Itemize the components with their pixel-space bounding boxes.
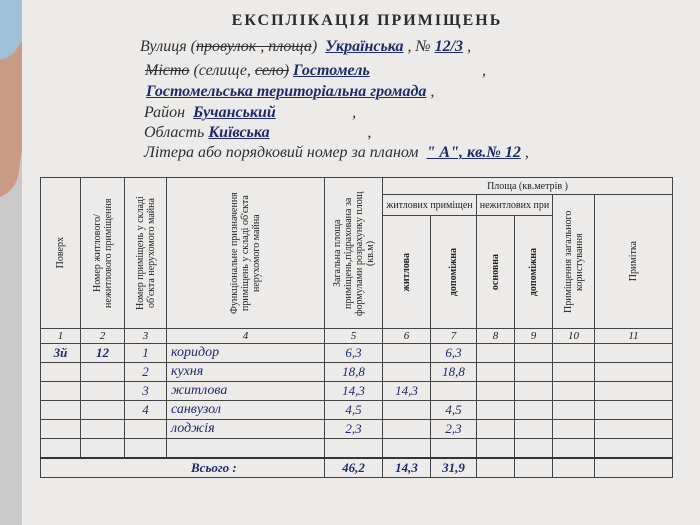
header-apartment: Номер житлового/нежитлового приміщення bbox=[81, 178, 125, 329]
struck-text: провулок , площа bbox=[195, 38, 312, 55]
header-total-area: Загальна площа приміщень,підрахована за формулами розрахунку площ (кв.м) bbox=[325, 178, 383, 329]
region-value: Київська bbox=[208, 124, 270, 141]
header-common-use: Приміщення загального користування bbox=[553, 195, 595, 329]
community-line: Гостомельська територіальна громада , bbox=[146, 83, 435, 100]
street-value: Українська bbox=[325, 38, 404, 55]
building-value: 12/3 bbox=[434, 38, 464, 55]
header-main: основна bbox=[477, 216, 515, 329]
district-line: Район Бучанський , bbox=[144, 104, 357, 121]
table-row: 4 санвузол 4,5 4,5 bbox=[41, 401, 673, 420]
header-purpose: Функціональне призначення приміщень у складі об'єкта нерухомого майна bbox=[167, 178, 325, 329]
header-auxiliary-nonliving: допоміжна bbox=[515, 216, 553, 329]
header-living-group: житлових приміщен bbox=[383, 195, 477, 216]
table-row: 3 житлова 14,3 14,3 bbox=[41, 382, 673, 401]
table-row-empty bbox=[41, 439, 673, 459]
total-row bbox=[41, 458, 673, 478]
street-line: Вулиця (провулок , площа) Українська , № 12/3 , bbox=[140, 38, 472, 55]
community-value: Гостомельська територіальна громада bbox=[146, 83, 427, 100]
total-living: 14,3 bbox=[383, 458, 431, 478]
total-sum: 46,2 bbox=[325, 458, 383, 478]
document-page bbox=[22, 0, 700, 525]
settlement-value: Гостомель bbox=[293, 62, 370, 79]
header-note: Примітка bbox=[595, 195, 673, 329]
explication-table bbox=[40, 177, 673, 478]
table-row: лоджія 2,3 2,3 bbox=[41, 420, 673, 439]
region-line: Область Київська , bbox=[144, 124, 372, 141]
letter-line: Літера або порядковий номер за планом " А", кв.№ 12 , bbox=[144, 144, 529, 161]
header-nonliving-group: нежитлових при bbox=[477, 195, 553, 216]
header-auxiliary: допоміжна bbox=[431, 216, 477, 329]
header-room-number: Номер приміщень у складі об'єкта нерухомого майна bbox=[125, 178, 167, 329]
total-auxiliary: 31,9 bbox=[431, 458, 477, 478]
header-area: Площа (кв.метрів ) bbox=[383, 178, 673, 195]
header-living: житлова bbox=[383, 216, 431, 329]
header-floor: Поверх bbox=[41, 178, 81, 329]
letter-value: " А", кв.№ 12 bbox=[426, 144, 521, 161]
table-row: 2 кухня 18,8 18,8 bbox=[41, 363, 673, 382]
table-row: 3й 12 1 коридор 6,3 6,3 bbox=[41, 344, 673, 363]
document-title: ЕКСПЛІКАЦІЯ ПРИМІЩЕНЬ bbox=[231, 12, 503, 29]
settlement-line: Місто (селище, село) Гостомель , bbox=[145, 62, 487, 79]
district-value: Бучанський bbox=[193, 104, 276, 121]
column-numbers-row: 1 2 3 4 5 6 7 8 9 10 11 bbox=[41, 329, 673, 344]
total-label: Всього : bbox=[41, 458, 325, 478]
